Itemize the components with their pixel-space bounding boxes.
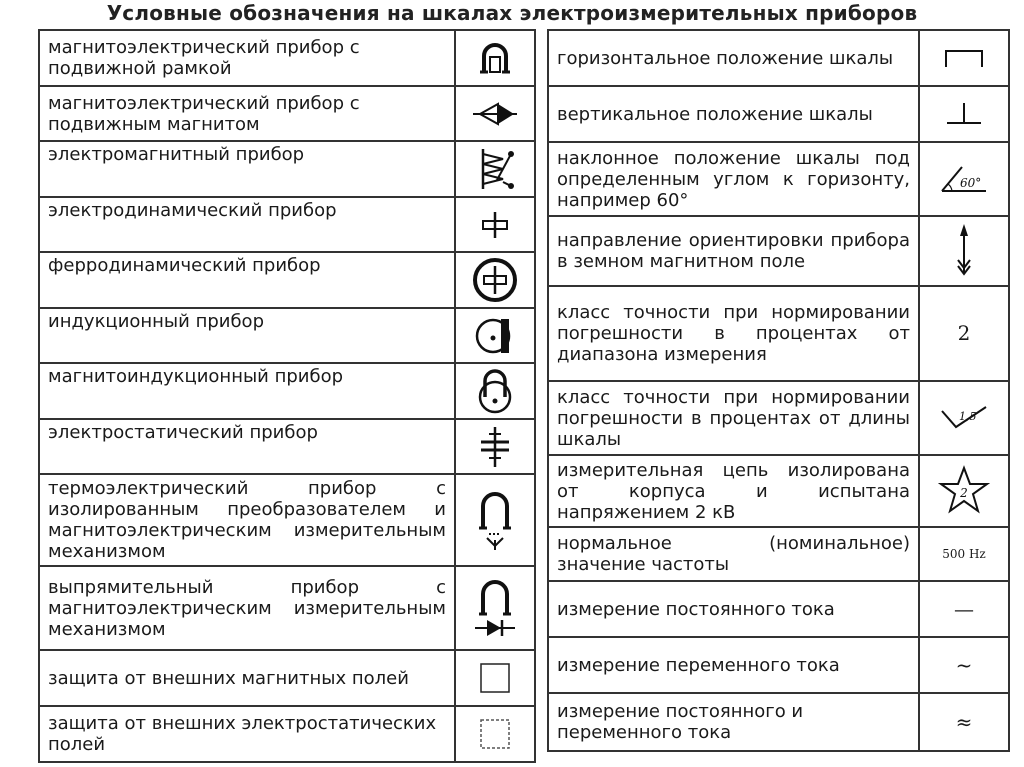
table-row [548, 455, 1009, 527]
row-description: выпрямительный прибор с магнитоэлектрическим измерительным механизмом [39, 566, 455, 650]
table-row [39, 566, 535, 650]
table-row [39, 308, 535, 363]
magnetoelectric-moving-magnet-icon [455, 86, 535, 141]
magnetic-shield-icon [455, 650, 535, 706]
insulation-test-star-icon [919, 455, 1009, 527]
row-description: электродинамический прибор [39, 197, 455, 252]
induction-icon [455, 308, 535, 363]
table-row [39, 474, 535, 566]
table-row [548, 693, 1009, 751]
table-row [548, 581, 1009, 637]
table-row [39, 197, 535, 252]
electromagnetic-icon [455, 141, 535, 197]
table-row [548, 286, 1009, 381]
alternating-current-icon: ~ [919, 637, 1009, 693]
page-title: Условные обозначения на шкалах электроизмерительных приборов [106, 1, 918, 25]
table-row [548, 30, 1009, 86]
row-description: наклонное положение шкалы под определенным углом к горизонту, например 60° [548, 142, 919, 216]
table-row [39, 650, 535, 706]
table-row [548, 381, 1009, 455]
table-row [548, 142, 1009, 216]
test-voltage-label: 2 [960, 486, 968, 500]
electrostatic-icon [455, 419, 535, 474]
ac-dc-icon: ≈ [919, 693, 1009, 751]
orientation-arrow-icon [919, 216, 1009, 286]
row-description: вертикальное положение шкалы [548, 86, 919, 142]
row-description: нормальное (номинальное) значение частоты [548, 527, 919, 581]
nominal-frequency-icon: 500 Hz [919, 527, 1009, 581]
row-description: горизонтальное положение шкалы [548, 30, 919, 86]
magnetoelectric-moving-coil-icon [455, 30, 535, 86]
row-description: направление ориентировки прибора в земном магнитном поле [548, 216, 919, 286]
table-row [548, 637, 1009, 693]
electrostatic-shield-icon [455, 706, 535, 762]
table-row [39, 419, 535, 474]
ferrodynamic-icon [455, 252, 535, 308]
accuracy-class-range-icon: 2 [919, 286, 1009, 381]
row-description: защита от внешних магнитных полей [39, 650, 455, 706]
direct-current-icon: — [919, 581, 1009, 637]
table-row [39, 141, 535, 197]
horizontal-scale-icon [919, 30, 1009, 86]
row-description: защита от внешних электростатических полей [39, 706, 455, 762]
table-row [39, 86, 535, 141]
scale-markings-table [547, 29, 1010, 752]
row-description: магнитоэлектрический прибор с подвижной рамкой [39, 30, 455, 86]
electrodynamic-icon [455, 197, 535, 252]
table-row [39, 706, 535, 762]
inclination-label: 60° [960, 176, 982, 190]
row-description: измерение переменного тока [548, 637, 919, 693]
vertical-scale-icon [919, 86, 1009, 142]
rectifier-icon [455, 566, 535, 650]
row-description: измерительная цепь изолирована от корпуса и испытана напряжением 2 кВ [548, 455, 919, 527]
row-description: ферродинамический прибор [39, 252, 455, 308]
row-description: класс точности при нормировании погрешности в процентах от длины шкалы [548, 381, 919, 455]
table-row [548, 216, 1009, 286]
row-description: измерение постоянного тока [548, 581, 919, 637]
table-row [548, 527, 1009, 581]
row-description: класс точности при нормировании погрешности в процентах от диапазона измерения [548, 286, 919, 381]
row-description: измерение постоянного и переменного тока [548, 693, 919, 751]
thermoelectric-icon [455, 474, 535, 566]
inclined-scale-icon [919, 142, 1009, 216]
row-description: электростатический прибор [39, 419, 455, 474]
row-description: магнитоэлектрический прибор с подвижным магнитом [39, 86, 455, 141]
magnetoinduction-icon [455, 363, 535, 419]
row-description: магнитоиндукционный прибор [39, 363, 455, 419]
table-row [39, 30, 535, 86]
row-description: термоэлектрический прибор с изолированным преобразователем и магнитоэлектрическим измерительным механизмом [39, 474, 455, 566]
instrument-types-table [38, 29, 536, 763]
table-row [548, 86, 1009, 142]
table-row [39, 252, 535, 308]
row-description: индукционный прибор [39, 308, 455, 363]
accuracy-class-label: 1,5 [959, 410, 977, 423]
row-description: электромагнитный прибор [39, 141, 455, 197]
accuracy-class-length-icon [919, 381, 1009, 455]
table-row [39, 363, 535, 419]
